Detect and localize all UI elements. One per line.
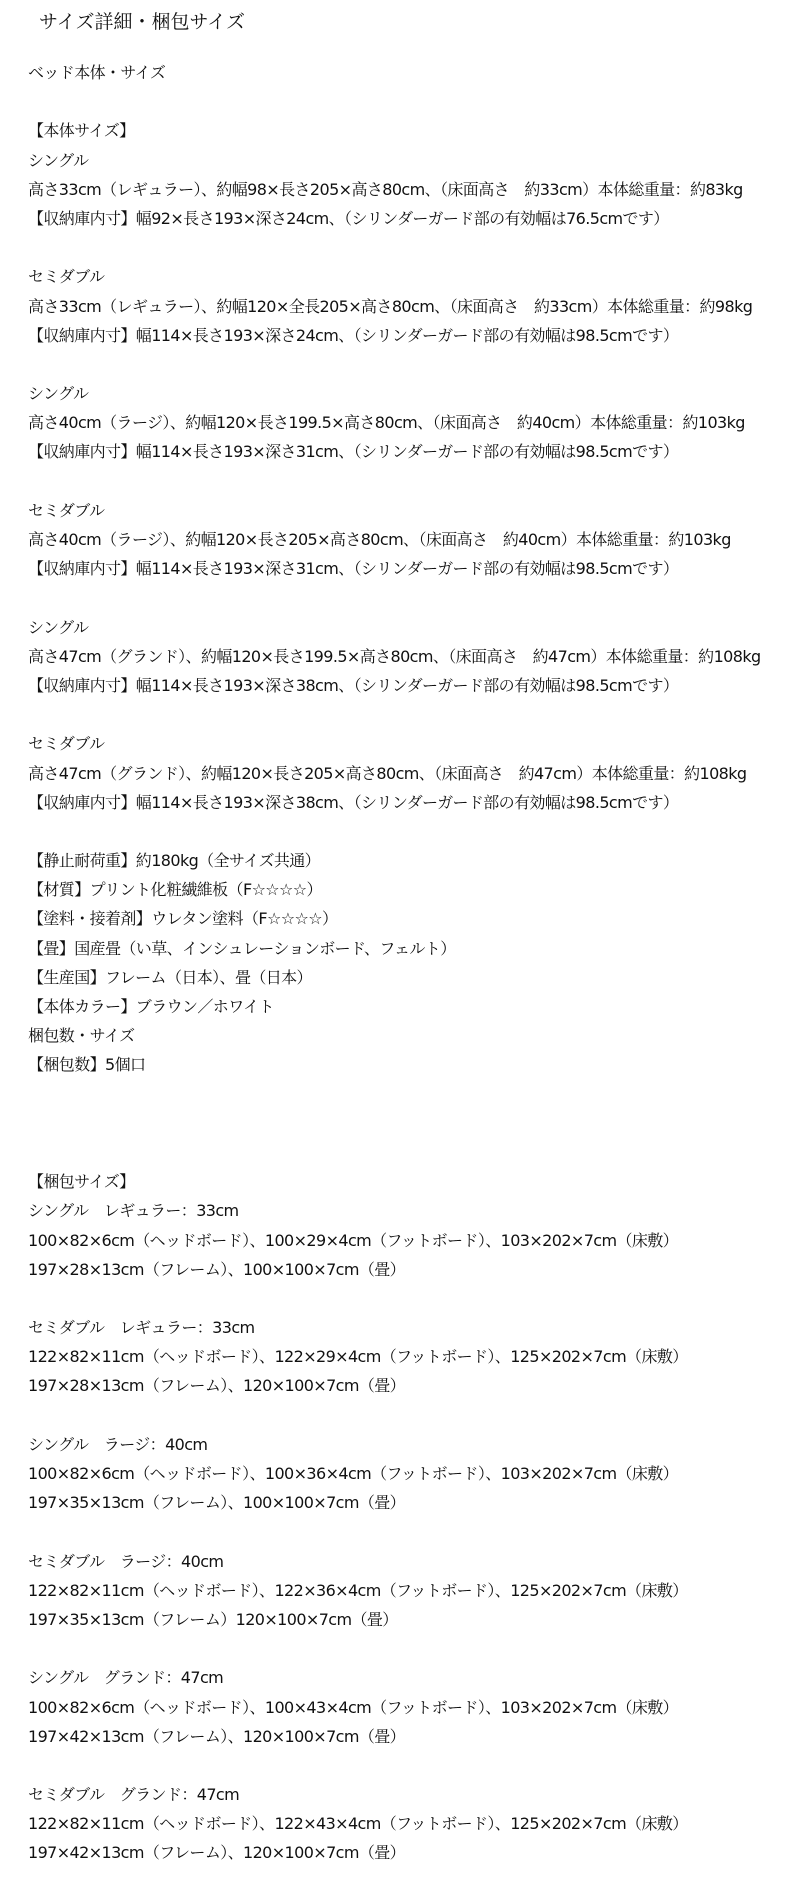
storage-dimensions: 【収納庫内寸】幅114×長さ193×深さ24cm、（シリンダーガード部の有効幅は98.5cmです） [28, 325, 679, 345]
page-title: サイズ詳細・梱包サイズ [39, 11, 245, 33]
storage-dimensions: 【収納庫内寸】幅92×長さ193×深さ24cm、（シリンダーガード部の有効幅は76.5cmです） [28, 208, 669, 228]
package-dimensions-line: 100×82×6cm（ヘッドボード）、100×36×4cm（フットボード）、103×202×7cm（床敷） [28, 1464, 679, 1484]
package-dimensions-line: 197×28×13cm（フレーム）、100×100×7cm（畳） [28, 1259, 406, 1279]
bed-type-label: セミダブル [28, 734, 105, 754]
spacer [28, 1401, 798, 1430]
package-size-block-2 [28, 1313, 798, 1401]
package-type-label: シングル グランド：47cm [28, 1668, 224, 1688]
bed-type-label: シングル [28, 384, 89, 404]
body-size-block-5 [28, 613, 798, 701]
package-type-label: シングル ラージ：40cm [28, 1434, 208, 1454]
package-dimensions-line: 100×82×6cm（ヘッドボード）、100×29×4cm（フットボード）、103×202×7cm（床敷） [28, 1230, 679, 1250]
body-size-block-4 [28, 496, 798, 584]
package-dimensions-line: 100×82×6cm（ヘッドボード）、100×43×4cm（フットボード）、103×202×7cm（床敷） [28, 1697, 679, 1717]
package-dimensions-line: 122×82×11cm（ヘッドボード）、122×43×4cm（フットボード）、125×202×7cm（床敷） [28, 1814, 688, 1834]
package-size-block-3 [28, 1430, 798, 1518]
storage-dimensions: 【収納庫内寸】幅114×長さ193×深さ38cm、（シリンダーガード部の有効幅は98.5cmです） [28, 675, 679, 695]
spacer [28, 233, 798, 262]
body-size-block-1 [28, 146, 798, 234]
storage-dimensions: 【収納庫内寸】幅114×長さ193×深さ31cm、（シリンダーガード部の有効幅は98.5cmです） [28, 559, 679, 579]
package-type-label: セミダブル レギュラー：33cm [28, 1318, 255, 1338]
spacer [28, 1751, 798, 1780]
body-size-heading: 【本体サイズ】 [28, 121, 135, 141]
spec-paint-adhesive: 【塗料・接着剤】ウレタン塗料（F☆☆☆☆） [28, 909, 338, 929]
spacer [28, 87, 798, 116]
spacer [28, 700, 798, 729]
spec-package-count: 【梱包数】5個口 [28, 1055, 146, 1075]
bed-dimensions: 高さ33cm（レギュラー）、約幅98×長さ205×高さ80cm、（床面高さ 約33cm）本体総重量：約83kg [28, 179, 743, 199]
bed-type-label: シングル [28, 150, 89, 170]
package-size-heading: 【梱包サイズ】 [28, 1172, 135, 1192]
spec-list [28, 846, 798, 1080]
spec-country: 【生産国】フレーム（日本）、畳（日本） [28, 967, 312, 987]
package-type-label: セミダブル グランド：47cm [28, 1785, 240, 1805]
package-count-heading: 梱包数・サイズ [28, 1026, 135, 1046]
spec-color: 【本体カラー】ブラウン／ホワイト [28, 997, 274, 1016]
spec-material: 【材質】プリント化粧繊維板（F☆☆☆☆） [28, 880, 322, 900]
package-dimensions-line: 197×28×13cm（フレーム）、120×100×7cm（畳） [28, 1376, 406, 1396]
bed-type-label: セミダブル [28, 500, 105, 520]
spacer [28, 1634, 798, 1663]
package-size-block-5 [28, 1663, 798, 1751]
package-dimensions-line: 122×82×11cm（ヘッドボード）、122×36×4cm（フットボード）、125×202×7cm（床敷） [28, 1580, 688, 1600]
spacer [28, 1517, 798, 1546]
spec-load-capacity: 【静止耐荷重】約180kg（全サイズ共通） [28, 851, 321, 871]
bed-dimensions: 高さ33cm（レギュラー）、約幅120×全長205×高さ80cm、（床面高さ 約33cm）本体総重量：約98kg [28, 296, 753, 316]
bed-size-heading: ベッド本体・サイズ [28, 63, 166, 82]
package-dimensions-line: 122×82×11cm（ヘッドボード）、122×29×4cm（フットボード）、125×202×7cm（床敷） [28, 1347, 688, 1367]
storage-dimensions: 【収納庫内寸】幅114×長さ193×深さ31cm、（シリンダーガード部の有効幅は98.5cmです） [28, 442, 679, 462]
package-size-block-6 [28, 1780, 798, 1868]
package-dimensions-line: 197×42×13cm（フレーム）、120×100×7cm（畳） [28, 1843, 406, 1863]
body-size-block-3 [28, 379, 798, 467]
storage-dimensions: 【収納庫内寸】幅114×長さ193×深さ38cm、（シリンダーガード部の有効幅は98.5cmです） [28, 792, 679, 812]
package-size-block-4 [28, 1547, 798, 1635]
spacer [28, 1284, 798, 1313]
package-dimensions-line: 197×35×13cm（フレーム）120×100×7cm（畳） [28, 1609, 398, 1629]
package-type-label: セミダブル ラージ：40cm [28, 1551, 224, 1571]
spec-tatami: 【畳】国産畳（い草、インシュレーションボード、フェルト） [28, 938, 456, 958]
bed-dimensions: 高さ47cm（グランド）、約幅120×長さ205×高さ80cm、（床面高さ 約47cm）本体総重量：約108kg [28, 763, 747, 783]
spacer [28, 467, 798, 496]
bed-type-label: シングル [28, 617, 89, 637]
body-size-block-6 [28, 729, 798, 817]
package-dimensions-line: 197×35×13cm（フレーム）、100×100×7cm（畳） [28, 1493, 406, 1513]
spacer [28, 817, 798, 846]
size-details-content [28, 58, 798, 1868]
spacer [28, 1080, 798, 1168]
body-size-block-2 [28, 262, 798, 350]
bed-dimensions: 高さ40cm（ラージ）、約幅120×長さ205×高さ80cm、（床面高さ 約40cm）本体総重量：約103kg [28, 530, 731, 549]
spacer [28, 350, 798, 379]
spacer [28, 583, 798, 612]
package-dimensions-line: 197×42×13cm（フレーム）、120×100×7cm（畳） [28, 1726, 406, 1746]
bed-type-label: セミダブル [28, 267, 105, 287]
bed-dimensions: 高さ40cm（ラージ）、約幅120×長さ199.5×高さ80cm、（床面高さ 約40cm）本体総重量：約103kg [28, 413, 745, 433]
package-size-block-1 [28, 1196, 798, 1284]
bed-dimensions: 高さ47cm（グランド）、約幅120×長さ199.5×高さ80cm、（床面高さ 約47cm）本体総重量：約108kg [28, 646, 761, 666]
package-type-label: シングル レギュラー：33cm [28, 1201, 239, 1221]
